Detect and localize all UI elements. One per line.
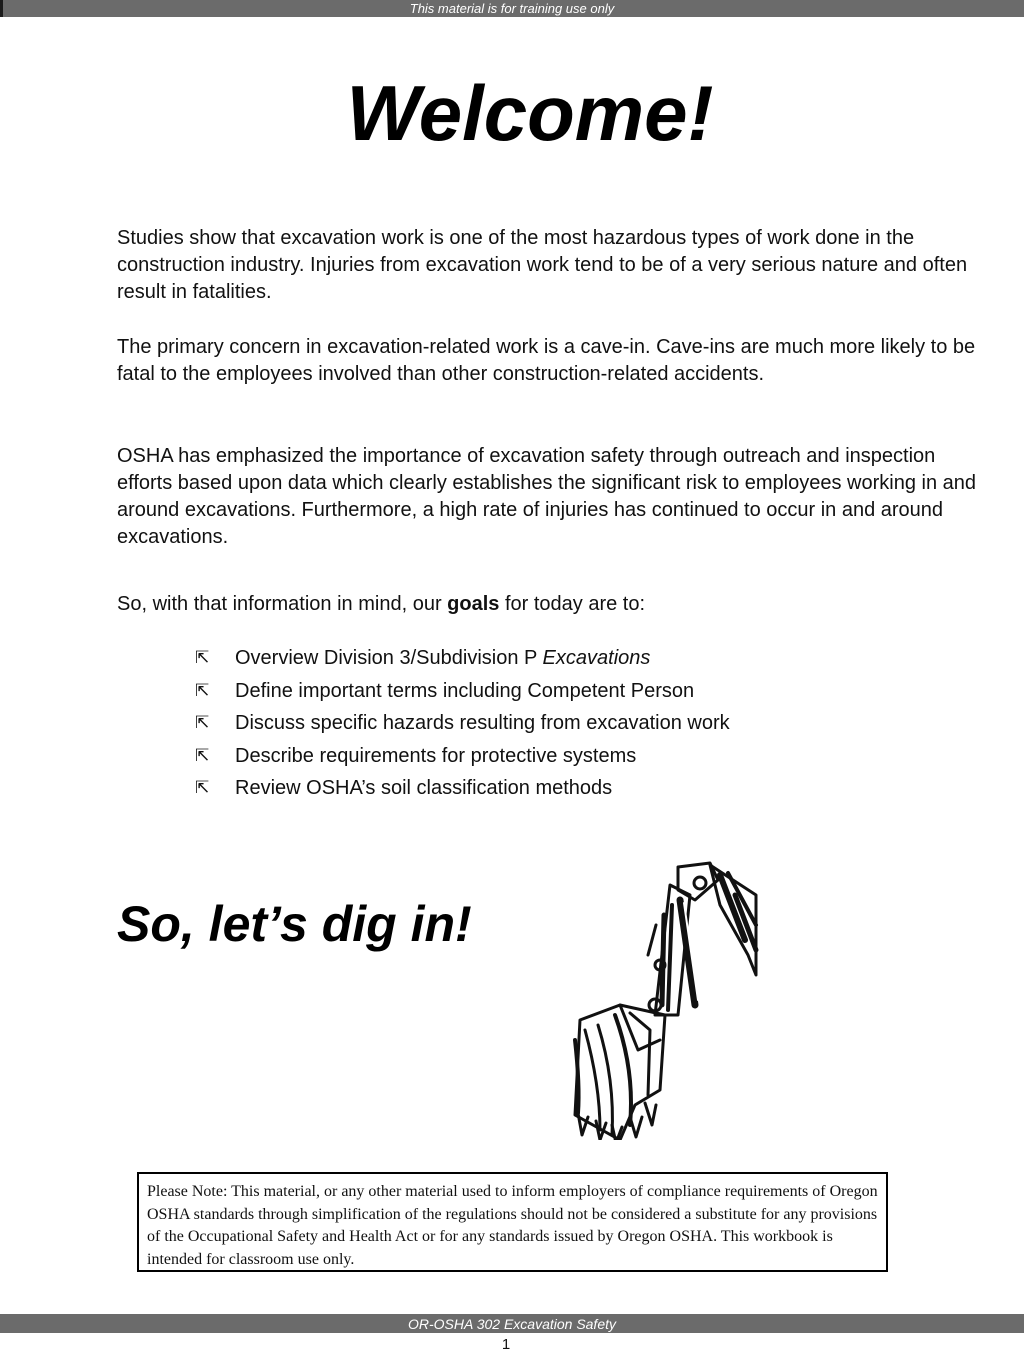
header-edge-mark <box>0 0 3 17</box>
page-title: Welcome! <box>346 69 714 157</box>
footer-banner-text: OR-OSHA 302 Excavation Safety <box>407 1316 617 1332</box>
intro-paragraph-3: OSHA has emphasized the importance of excavation safety through outreach and inspection efforts based upon data which clearly establishes the significant risk to employees working in and around excavations. Furthermore, a high rate of injuries has continued to occur in and around excavations. <box>117 445 976 548</box>
arrow-up-left-icon: ⇱ <box>195 745 210 765</box>
intro-paragraph-1: Studies show that excavation work is one of the most hazardous types of work done in the construction industry. Injuries from excavation work tend to be of a very serious nature and often result in fatalities. <box>117 227 968 303</box>
footer-banner <box>0 1314 1024 1333</box>
list-item <box>195 644 730 677</box>
goals-intro-text-end: for today are to: <box>499 593 646 615</box>
list-item <box>195 677 730 710</box>
arrow-up-left-icon: ⇱ <box>195 648 210 667</box>
goal-text-italic: Excavations <box>542 647 651 669</box>
list-item <box>195 774 730 807</box>
closing-heading: So, let’s dig in! <box>117 896 472 952</box>
goals-list <box>195 644 730 807</box>
header-banner-text: This material is for training use only <box>409 1 615 16</box>
arrow-up-left-icon: ⇱ <box>195 713 210 733</box>
arrow-up-left-icon: ⇱ <box>195 778 210 798</box>
goal-text: Describe requirements for protective systems <box>235 744 637 767</box>
goals-intro-text-start: So, with that information in mind, our <box>117 593 448 615</box>
intro-paragraph-2: The primary concern in excavation-related work is a cave-in. Cave-ins are much more likely to be fatal to the employees involved than other construction-related accidents. <box>117 336 976 385</box>
disclaimer-note: Please Note: This material, or any other material used to inform employers of compliance requirements of Oregon OSHA standards through simplification of the regulations should not be considered a substitute for any provisions of the Occupational Safety and Health Act or for any standards issued by Oregon OSHA. This workbook is intended for classroom use only. <box>137 1172 888 1272</box>
list-item <box>195 709 730 742</box>
goal-text: Define important terms including Competent Person <box>235 679 695 702</box>
excavator-bucket-illustration <box>560 855 760 1140</box>
goal-text: Discuss specific hazards resulting from excavation work <box>235 712 730 735</box>
header-banner <box>0 0 1024 17</box>
goals-intro <box>117 591 977 618</box>
list-item <box>195 742 730 775</box>
goal-text: Review OSHA’s soil classification methods <box>235 777 613 800</box>
goals-keyword: goals <box>447 593 500 615</box>
goal-text <box>235 644 650 672</box>
goal-text-main: Overview Division 3/Subdivision P <box>235 647 543 669</box>
arrow-up-left-icon: ⇱ <box>195 680 210 700</box>
page-number: 1 <box>501 1336 511 1353</box>
